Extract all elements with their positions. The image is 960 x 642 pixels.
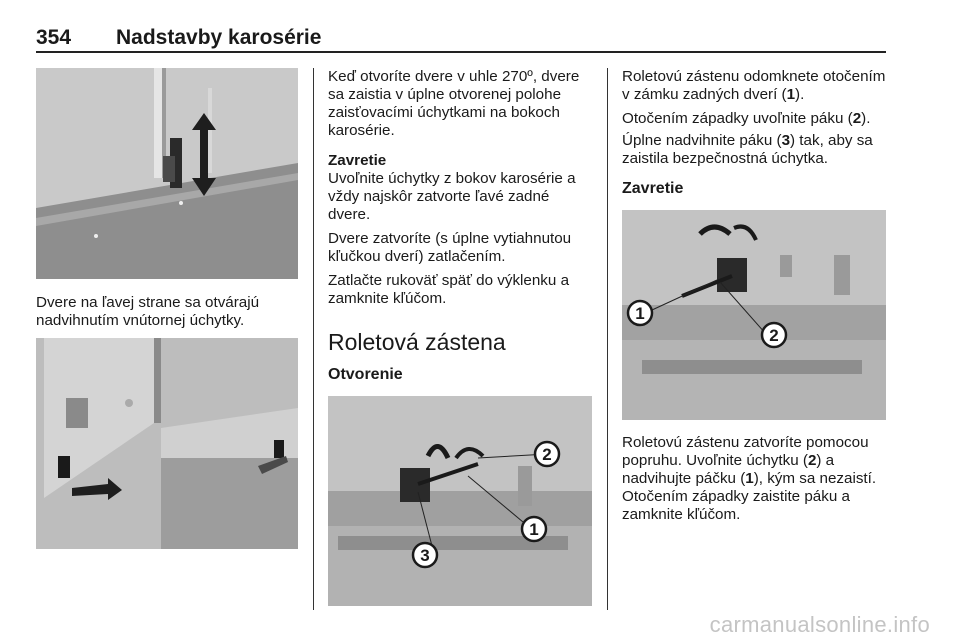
page-number: 354 [36, 26, 72, 49]
section-heading: Roletová zástena [328, 329, 506, 355]
closing-paragraph-1: Uvoľnite úchytky z bokov karosérie a vždy najskôr zatvorte ľavé zadné dvere. [328, 170, 576, 223]
fig-label-2: 2 [542, 445, 552, 464]
open-270-paragraph: Keď otvoríte dvere v uhle 270º, dvere sa zaistia v úplne otvorenej polohe zaisťovacími úchytkami na bokoch karosérie. [328, 68, 580, 139]
page-header [36, 14, 886, 54]
fig-label-2b: 2 [769, 326, 779, 345]
closing-heading-2: Zavretie [622, 180, 684, 197]
fig-label-3: 3 [420, 546, 430, 565]
fig-label-1b: 1 [635, 304, 645, 323]
column-divider-2 [607, 68, 608, 610]
column-divider-1 [313, 68, 314, 610]
watermark: carmanualsonline.info [709, 612, 930, 637]
chapter-title: Nadstavby karosérie [116, 26, 322, 49]
closing-heading: Zavretie [328, 152, 387, 169]
closing-paragraph-3: Zatlačte rukoväť späť do výklenku a zamknite kľúčom. [328, 272, 570, 307]
figure-shutter-opening [328, 396, 592, 606]
door-caption: Dvere na ľavej strane sa otvárajú nadvihnutím vnútornej úchytky. [36, 294, 260, 329]
header-rule [36, 51, 886, 53]
lift-lever-paragraph: Úplne nadvihnite páku (3) tak, aby sa zaistila bezpečnostná úchytka. [622, 132, 873, 167]
figure-door-latch [36, 68, 298, 279]
release-lever-paragraph: Otočením západky uvoľnite páku (2). [622, 110, 871, 127]
closing-instructions-paragraph: Roletovú zástenu zatvoríte pomocou popruhu. Uvoľnite úchytku (2) a nadvihujte páčku (1), kým sa nezaistí. Otočením západky zaistite páku a zamknite kľúčom. [622, 434, 877, 523]
opening-heading: Otvorenie [328, 366, 403, 383]
closing-paragraph-2: Dvere zatvoríte (s úplne vytiahnutou kľučkou dverí) zatlačením. [328, 230, 572, 265]
fig-label-1: 1 [529, 520, 539, 539]
figure-door-handle [36, 338, 298, 549]
unlock-paragraph: Roletovú zástenu odomknete otočením v zámku zadných dverí (1). [622, 68, 886, 103]
figure-shutter-closing [622, 210, 886, 420]
